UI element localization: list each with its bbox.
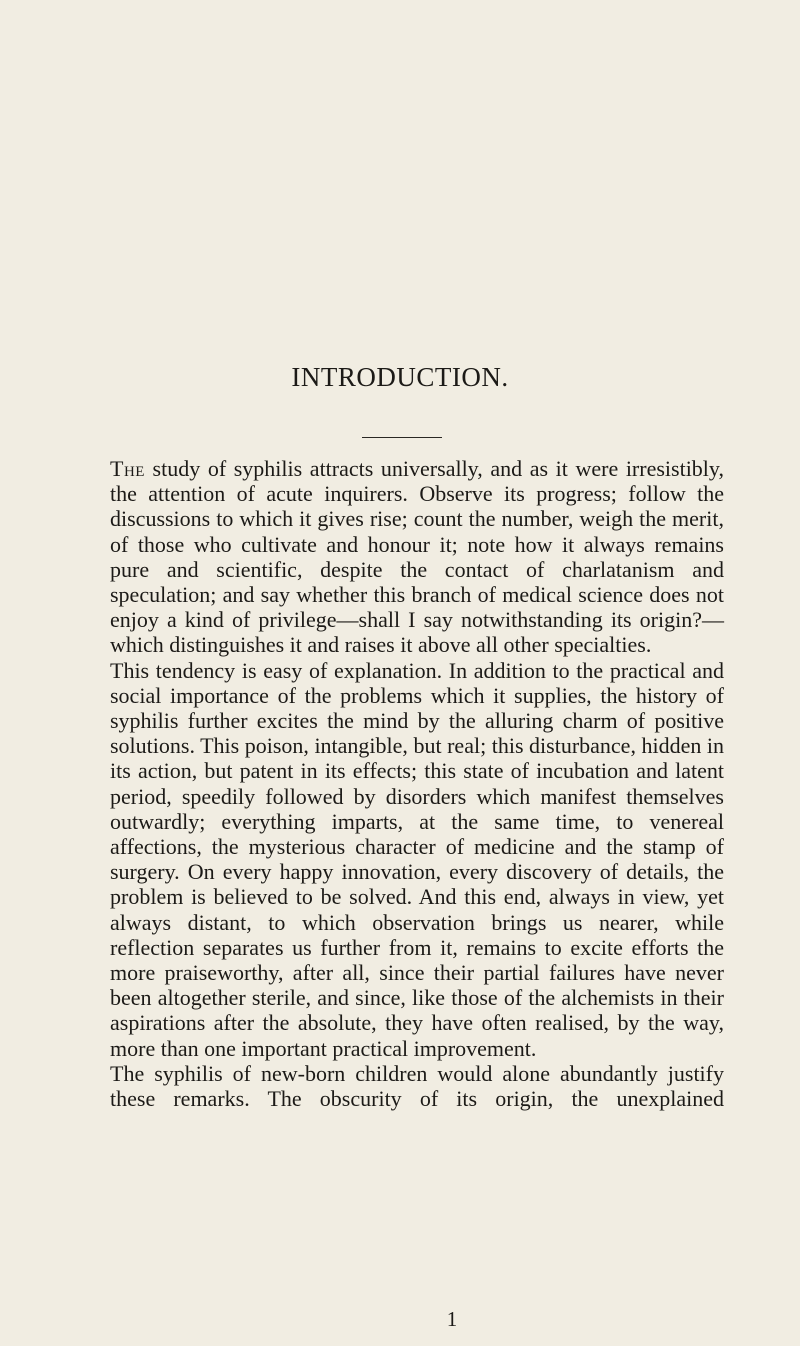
chapter-heading: INTRODUCTION. xyxy=(291,362,509,392)
body-text xyxy=(110,456,724,1111)
heading-rule xyxy=(362,437,442,438)
paragraph-2: This tendency is easy of explanation. In addition to the practical and social importance of the problems which it supplies, the history of syphilis further excites the mind by the alluring charm of positive solutions. This poison, intangible, but real; this disturbance, hidden in its action, but patent in its effects; this state of incubation and latent period, speedily followed by disorders which manifest themselves outwardly; everything imparts, at the same time, to venereal affections, the mysterious character of medicine and the stamp of surgery. On every happy innovation, every discovery of details, the problem is believed to be solved. And this end, always in view, yet always distant, to which observation brings us nearer, while reflection separates us further from it, remains to excite efforts the more praiseworthy, after all, since their partial failures have never been altogether sterile, and since, like those of the alchemists in their aspirations after the absolute, they have often realised, by the way, more than one important practical improvement. xyxy=(110,657,724,1061)
lead-small-caps: The xyxy=(110,456,145,481)
paragraph-1-text: study of syphilis attracts universally, and as it were irresistibly, the attention of acute inquirers. Observe its progress; follow the discussions to which it gives rise; count the number, weigh the merit, of those who cultivate and honour it; note how it always remains pure and scientific, despite the contact of charlatanism and speculation; and say whether this branch of medical science does not enjoy a kind of privilege—shall I say notwithstanding its origin?—which distinguishes it and raises it above all other specialties. xyxy=(110,456,724,658)
page-number: 1 xyxy=(446,1307,458,1331)
paragraph-1 xyxy=(110,456,724,658)
paragraph-3: The syphilis of new-born children would alone abundantly justify these remarks. The obscurity of its origin, the unexplained xyxy=(110,1060,724,1112)
